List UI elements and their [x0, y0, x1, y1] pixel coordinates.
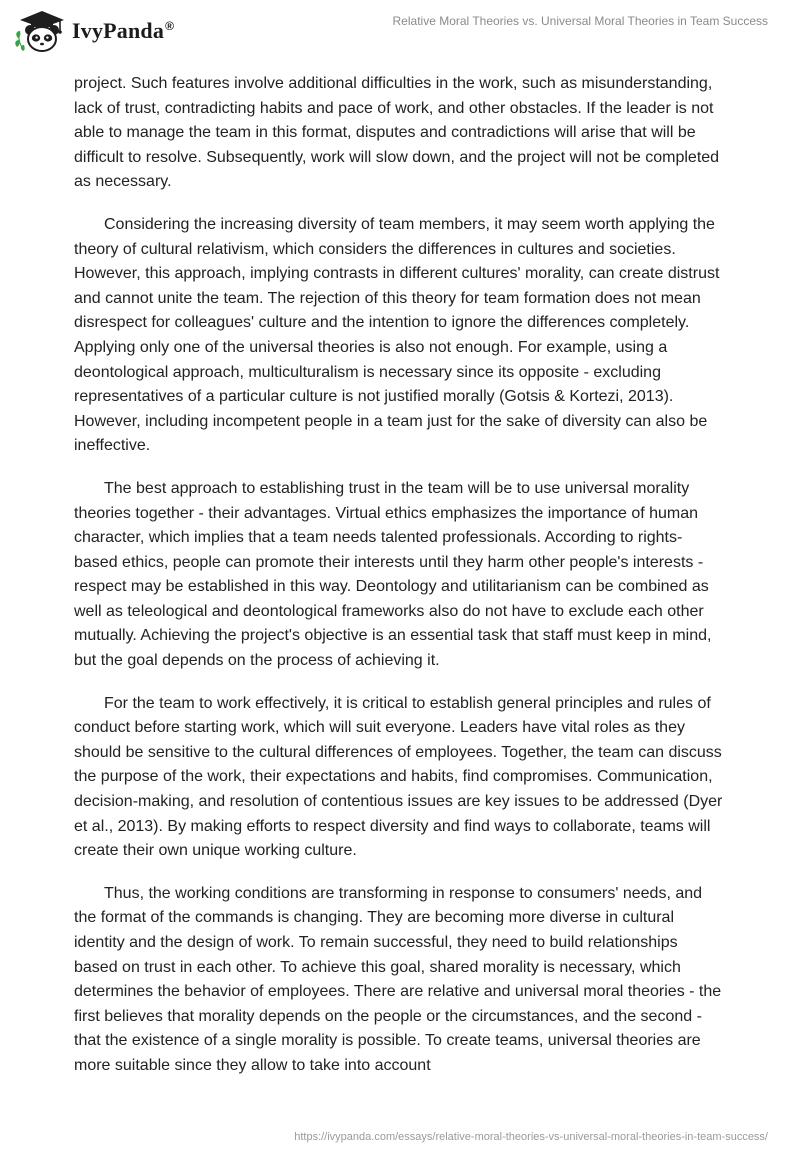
ivypanda-logo[interactable]	[14, 8, 174, 54]
paragraph-5: Thus, the working conditions are transforming in response to consumers' needs, and the format of the commands is changing. They are becoming more diverse in cultural identity and the design of work. To remain successful, they need to build relationships based on trust in each other. To achieve this goal, shared morality is necessary, which determines the behavior of employees. There are relative and universal moral theories - the first believes that morality depends on the people or the circumstances, and the second - that the existence of a single morality is possible. To create teams, universal theories are more suitable since they allow to take into account	[74, 884, 722, 1074]
paragraph-1: project. Such features involve additional difficulties in the work, such as misunderstanding, lack of trust, contradicting habits and pace of work, and other obstacles. If the leader is not able to manage the team in this format, disputes and contradictions will arise that will be difficult to resolve. Subsequently, work will slow down, and the project will not be completed as necessary.	[74, 75, 720, 191]
source-url[interactable]: https://ivypanda.com/essays/relative-moral-theories-vs-universal-moral-theories-in-team-success/	[294, 1131, 768, 1143]
paragraph-3: The best approach to establishing trust in the team will be to use universal morality theories together - their advantages. Virtual ethics emphasizes the importance of human character, which implies that a team needs talented professionals. According to rights-based ethics, people can promote their interests until they harm other people's interests - respect may be established in this way. Deontology and utilitarianism can be combined as well as teleological and deontological frameworks also do not have to exclude each other mutually. Achieving the project's objective is an essential task that staff must keep in mind, but the goal depends on the process of achieving it.	[74, 479, 712, 670]
logo-wordmark	[72, 18, 174, 44]
registered-mark: ®	[165, 18, 175, 33]
page-header	[0, 0, 800, 64]
panda-graduation-cap-icon	[14, 8, 66, 54]
paragraph-4: For the team to work effectively, it is critical to establish general principles and rules of conduct before starting work, which will suit everyone. Leaders have vital roles as they should be sensitive to the cultural differences of employees. Together, the team can discuss the purpose of the work, their expectations and habits, find compromises. Communication, decision-making, and resolution of contentious issues are key issues to be addressed (Dyer et al., 2013). By making efforts to respect diversity and find ways to collaborate, teams will create their own unique working culture.	[74, 694, 723, 860]
document-title: Relative Moral Theories vs. Universal Moral Theories in Team Success	[392, 14, 768, 28]
logo-name: IvyPanda	[72, 18, 165, 43]
essay-body	[74, 72, 724, 1097]
paragraph-2: Considering the increasing diversity of team members, it may seem worth applying the theory of cultural relativism, which considers the differences in cultures and societies. However, this approach, implying contrasts in different cultures' morality, can create distrust and cannot unite the team. The rejection of this theory for team formation does not mean disrespect for colleagues' culture and the intention to ignore the differences completely. Applying only one of the universal theories is also not enough. For example, using a deontological approach, multiculturalism is necessary since its opposite - excluding representatives of a particular culture is not justified morally (Gotsis & Kortezi, 2013). However, including incompetent people in a team just for the sake of diversity can also be ineffective.	[74, 215, 720, 455]
